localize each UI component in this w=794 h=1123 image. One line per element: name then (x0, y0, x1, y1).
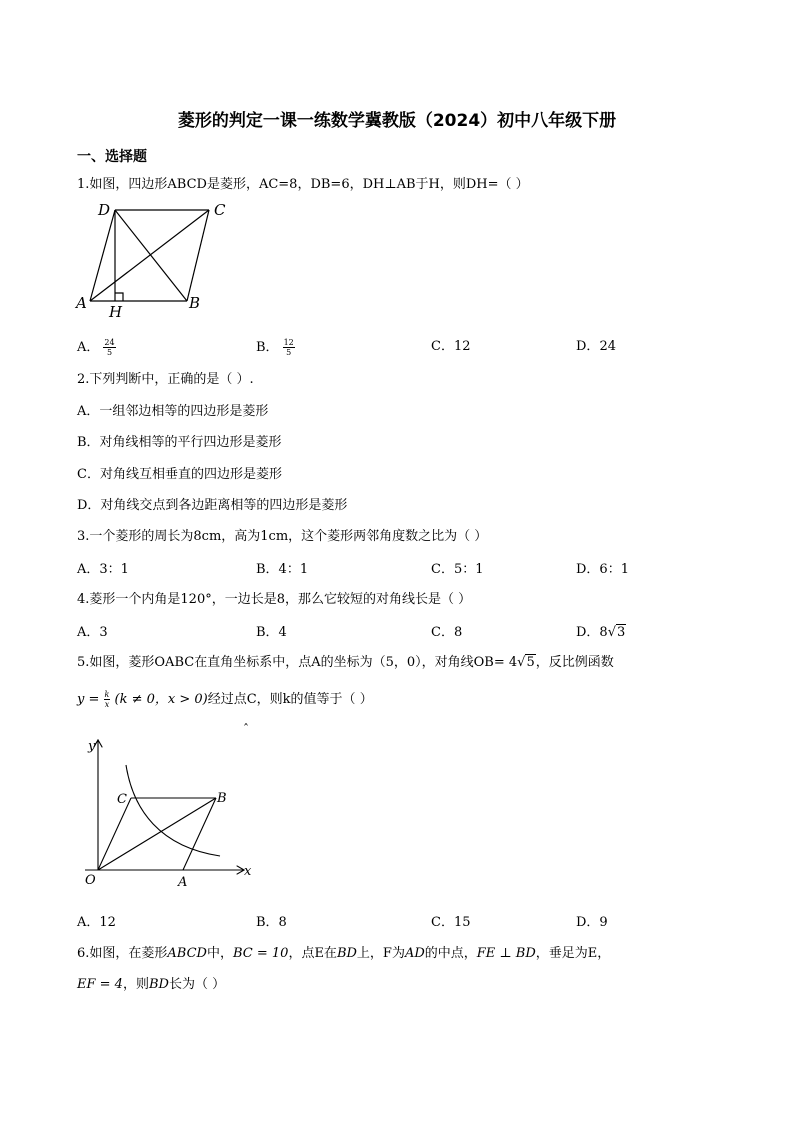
question-1-figure (72, 198, 242, 323)
q4-option-d[interactable]: D．8√3 (576, 625, 626, 640)
q1-label-D: D (98, 201, 111, 219)
q1-option-b[interactable]: B． $\frac{12}{5}$ (256, 338, 294, 357)
q2-option-c[interactable]: C．对角线互相垂直的四边形是菱形 (77, 467, 282, 482)
q5-option-d[interactable]: D．9 (576, 915, 608, 930)
q5-label-O: O (85, 873, 96, 888)
question-5-line1: 5.如图，菱形OABC在直角坐标系中，点A的坐标为（5，0），对角线OB= 4√5，反比例函数 (77, 655, 614, 670)
section-heading: 一、选择题 (77, 149, 147, 165)
page-title: 菱形的判定一课一练数学冀教版（2024）初中八年级下册 (177, 111, 617, 131)
q1-option-c[interactable]: C．12 (431, 339, 471, 354)
q5-option-c[interactable]: C．15 (431, 915, 471, 930)
q1-option-d[interactable]: D．24 (576, 339, 616, 354)
q2-option-b[interactable]: B．对角线相等的平行四边形是菱形 (77, 435, 282, 450)
question-2-text: 2.下列判断中，正确的是（ ）. (77, 372, 254, 387)
q5-option-a[interactable]: A．12 (77, 915, 116, 930)
q1-label-H: H (109, 303, 123, 321)
q4-option-b[interactable]: B．4 (256, 625, 287, 640)
q5-label-y: y (88, 739, 96, 754)
question-4-text: 4.菱形一个内角是120°，一边长是8，那么它较短的对角线长是（ ） (77, 592, 472, 607)
q2-option-a[interactable]: A．一组邻边相等的四边形是菱形 (77, 404, 269, 419)
q4-option-a[interactable]: A．3 (77, 625, 108, 640)
q1-label-C: C (214, 201, 226, 219)
question-6-line2: EF = 4，则BD长为（ ） (77, 977, 226, 992)
q5-option-b[interactable]: B．8 (256, 915, 287, 930)
q3-option-a[interactable]: A．3：1 (77, 562, 129, 577)
question-5-line2: y = $\frac{k}{x}$ (k ≠ 0，x > 0)经过点C，则k的值等于（ ） (77, 690, 373, 709)
q5-label-x: x (244, 864, 252, 879)
q1-label-B: B (189, 294, 201, 312)
q3-option-d[interactable]: D．6：1 (576, 562, 629, 577)
q5-label-C: C (117, 792, 127, 807)
stray-caret-mark: ˆ (243, 722, 249, 736)
q3-option-c[interactable]: C．5：1 (431, 562, 484, 577)
q2-option-d[interactable]: D．对角线交点到各边距离相等的四边形是菱形 (77, 498, 348, 513)
q4-option-c[interactable]: C．8 (431, 625, 463, 640)
q5-label-A: A (178, 875, 188, 890)
question-5-figure (75, 735, 265, 890)
q5-label-B: B (217, 791, 227, 806)
q1-label-A: A (76, 294, 87, 312)
question-1-text: 1.如图，四边形ABCD是菱形，AC=8，DB=6，DH⊥AB于H，则DH=（ ） (77, 177, 529, 192)
question-6-line1: 6.如图，在菱形ABCD中，BC = 10，点E在BD上，F为AD的中点，FE ⊥ BD，垂足为E， (77, 946, 611, 961)
question-3-text: 3.一个菱形的周长为8cm，高为1cm，这个菱形两邻角度数之比为（ ） (77, 529, 488, 544)
q1-option-a[interactable]: A． $\frac{24}{5}$ (77, 338, 115, 357)
q3-option-b[interactable]: B．4：1 (256, 562, 309, 577)
